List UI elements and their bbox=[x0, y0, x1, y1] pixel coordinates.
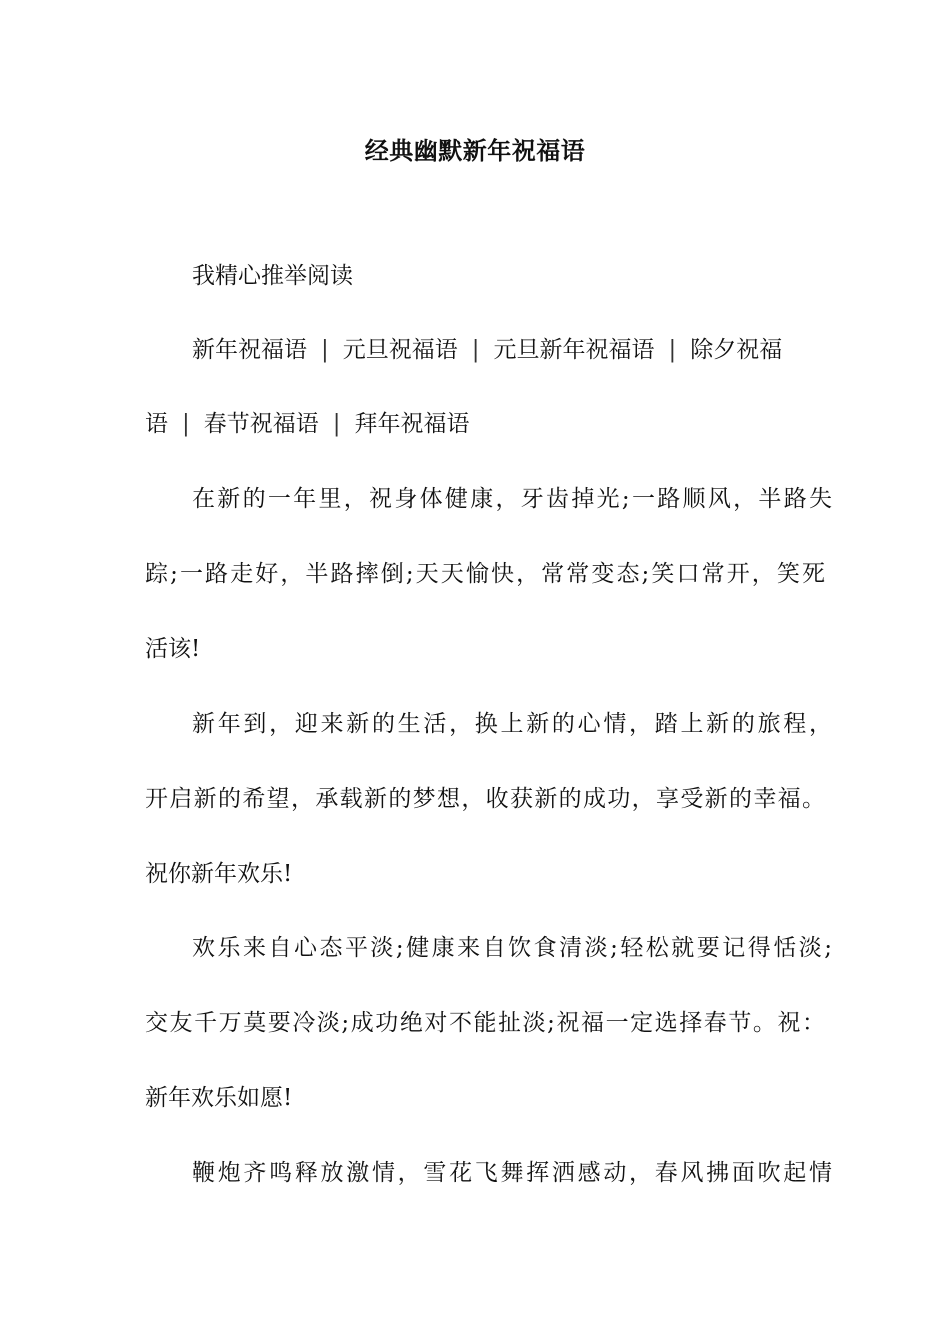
paragraph-4-line-1: 鞭炮齐鸣释放激情，雪花飞舞挥洒感动，春风拂面吹起情 bbox=[192, 1160, 832, 1186]
link-new-year-wishes[interactable]: 新年祝福语 bbox=[192, 337, 307, 363]
paragraph-1-line-1: 在新的一年里，祝身体健康，牙齿掉光;一路顺风，半路失 bbox=[192, 486, 832, 512]
paragraph-1-line-2: 踪;一路走好，半路摔倒;天天愉快，常常变态;笑口常开，笑死 bbox=[145, 561, 825, 587]
related-links-line-2 bbox=[145, 406, 825, 442]
document-title: 经典幽默新年祝福语 bbox=[364, 136, 586, 165]
link-chuxi-wishes-part1[interactable]: 除夕祝福 bbox=[690, 337, 783, 363]
link-yuandan-new-year-wishes[interactable]: 元旦新年祝福语 bbox=[493, 337, 655, 363]
paragraph-2-line-1: 新年到，迎来新的生活，换上新的心情，踏上新的旅程， bbox=[192, 711, 832, 737]
link-yuandan-wishes[interactable]: 元旦祝福语 bbox=[342, 337, 458, 363]
paragraph-3-line-2: 交友千万莫要冷淡;成功绝对不能扯淡;祝福一定选择春节。祝： bbox=[145, 1010, 825, 1036]
paragraph-2-line-3: 祝你新年欢乐! bbox=[145, 861, 293, 887]
intro-text: 我精心推举阅读 bbox=[192, 263, 353, 289]
link-separator: | bbox=[321, 337, 329, 363]
link-separator: | bbox=[471, 337, 480, 363]
link-separator: | bbox=[668, 337, 677, 363]
link-separator: | bbox=[182, 411, 190, 437]
paragraph-3-line-3: 新年欢乐如愿! bbox=[145, 1085, 293, 1111]
link-separator: | bbox=[332, 411, 341, 437]
paragraph-1-line-3: 活该! bbox=[145, 636, 201, 662]
link-new-year-greeting-wishes[interactable]: 拜年祝福语 bbox=[354, 411, 470, 437]
link-chuxi-wishes-part2[interactable]: 语 bbox=[145, 411, 168, 437]
paragraph-3-line-1: 欢乐来自心态平淡;健康来自饮食清淡;轻松就要记得恬淡; bbox=[192, 935, 832, 961]
paragraph-2-line-2: 开启新的希望，承载新的梦想，收获新的成功，享受新的幸福。 bbox=[145, 786, 825, 812]
link-spring-festival-wishes[interactable]: 春节祝福语 bbox=[203, 411, 319, 437]
related-links-line-1 bbox=[192, 332, 832, 368]
